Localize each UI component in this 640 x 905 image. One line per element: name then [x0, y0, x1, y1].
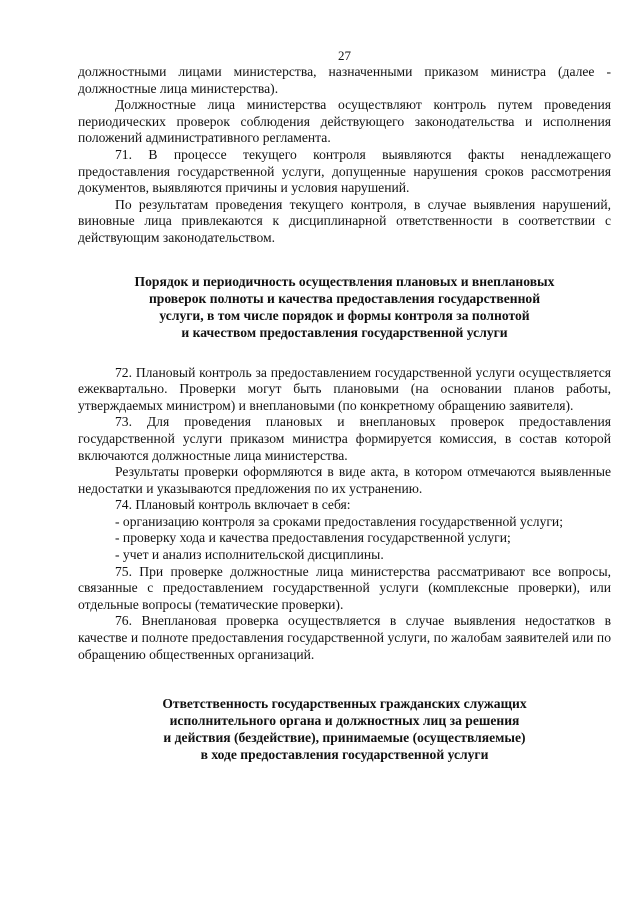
heading-line: и действия (бездействие), принимаемые (осуществляемые): [163, 730, 526, 746]
heading-line: услуги, в том числе порядок и формы контроля за полнотой: [159, 307, 530, 323]
paragraph-76: 76. Внеплановая проверка осуществляется в случае выявления недостатков в качестве и полноте предоставления государственной услуги, по жалобам заявителей или по обращению общественных организаций.: [78, 613, 611, 662]
paragraph-73: 73. Для проведения плановых и внеплановых проверок предоставления государственной услуги приказом министра формируется комиссия, в состав которой включаются должностные лица министерства.: [78, 414, 611, 463]
heading-line: проверок полноты и качества предоставления государственной: [148, 290, 541, 306]
heading-line: Порядок и периодичность осуществления плановых и внеплановых: [134, 273, 555, 289]
page-number: 27: [338, 48, 351, 63]
heading-line: исполнительного органа и должностных лиц за решения: [169, 713, 520, 729]
heading-line: в ходе предоставления государственной услуги: [200, 747, 489, 763]
paragraph-control-results: По результатам проведения текущего контроля, в случае выявления нарушений, виновные лица привлекаются к дисциплинарной ответственности в соответствии с действующим законодательством.: [78, 196, 611, 245]
paragraph-75: 75. При проверке должностные лица министерства рассматривают все вопросы, связанные с предоставлением государственной услуги (комплексные проверки), или отдельные вопросы (тематические проверки).: [78, 563, 611, 612]
document-body: [78, 64, 611, 763]
continuation-paragraph: должностными лицами министерства, назначенными приказом министра (далее - должностные лица министерства).: [78, 64, 611, 96]
paragraph-control-method: Должностные лица министерства осуществляют контроль путем проведения периодических проверок соблюдения действующего законодательства и исполнения положений административного регламента.: [78, 97, 611, 146]
paragraph-74: 74. Плановый контроль включает в себя:: [115, 497, 351, 513]
paragraph-71: 71. В процессе текущего контроля выявляются факты ненадлежащего предоставления государственной услуги, допущенные нарушения сроков рассмотрения документов, выявляются причины и условия нарушений.: [78, 146, 611, 196]
heading-line: и качеством предоставления государственной услуги: [181, 324, 508, 340]
paragraph-72: 72. Плановый контроль за предоставлением государственной услуги осуществляется ежеквартально. Проверки могут быть плановыми (на основании планов работы, утверждаемых министром) и внеплановыми (по конкретному обращению заявителя).: [78, 364, 611, 413]
list-item-quality-check: - проверку хода и качества предоставления государственной услуги;: [115, 530, 511, 546]
paragraph-inspection-act: Результаты проверки оформляются в виде акта, в котором отмечаются выявленные недостатки и указываются предложения по их устранению.: [78, 464, 611, 496]
section-heading-responsibility: [78, 695, 611, 763]
section-heading-inspections: [78, 273, 611, 341]
heading-line: Ответственность государственных гражданских служащих: [162, 696, 527, 712]
list-item-deadline-control: - организацию контроля за сроками предоставления государственной услуги;: [115, 513, 563, 529]
list-item-discipline-analysis: - учет и анализ исполнительской дисциплины.: [115, 547, 384, 563]
document-page: [78, 0, 611, 763]
